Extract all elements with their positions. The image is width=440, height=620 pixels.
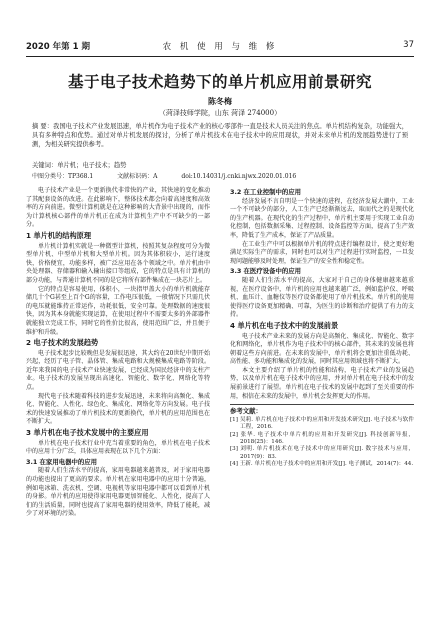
section-heading: 1 单片机的结构原理 xyxy=(26,230,92,240)
reference-item: [2] 张华. 电子技术中单片机的应用和开发研究[J]. 科技创新导报，2018(25)：146. xyxy=(230,431,414,446)
references xyxy=(230,404,414,468)
right-column xyxy=(230,187,414,469)
body-paragraph: 单片机计算机实就是一种微型计算机，按照其复杂程度可分为微型单片机、中型单片机和大型单片机。因为其体积较小，运行速度快，价格便宜，功能多样，被广泛应用在各个领域之中。单片机由中央处理器、存储器和输入输出接口等组成，它的特点是具有计算机的部分功能，与普通计算机不同的是它将所有部件集成在一块芯片上。 xyxy=(26,242,210,284)
body-paragraph: 电子技术起步比较晚但是发展很迅速，其大约在20世纪中期开始兴起，经历了电子管、晶体管、集成电路和大规模集成电路等阶段。近年来我国的电子技术产业快速发展，已经成为国民经济中的支柱产业。电子技术的发展呈现出高速化、智能化、数字化、网络化等特点。 xyxy=(26,349,210,392)
section-heading: 3.3 在医疗设备中的应用 xyxy=(230,267,302,276)
reference-item: [3] 刘明. 单片机技术在电子技术中的应用研究[J]. 数字技术与应用，2017(9)：83. xyxy=(230,446,414,460)
journal-name: 农 机 使 用 与 维 修 xyxy=(162,42,278,52)
reference-item: [4] 王新. 单片机在电子技术中的应用和开发[J]. 电子测试，2014(7)：44. xyxy=(230,461,414,468)
section-heading: 4 单片机在电子技术中的发展前景 xyxy=(230,320,339,330)
body-paragraph: 随着人们生活水平的提高，家用电器越来越普及，对于家用电器的功能也提出了更高的要求。单片机在家用电器中的应用十分普遍，例如电冰箱、洗衣机、空调、电视机等家用电器中都可以看到单片机的身影。单片机的应用使得家用电器更加智能化、人性化，提高了人们的生活质量，同时也提高了家用电器的使用效率，降低了能耗，减少了对环境的污染。 xyxy=(26,467,210,518)
issue-label: 2020 年第 1 期 xyxy=(26,42,90,52)
article-author: 陈冬梅 xyxy=(208,96,232,106)
left-column xyxy=(26,187,210,519)
body-paragraph: 现代电子技术随着科技的进步发展迅速，未来将向高频化、集成化、智能化、人性化、绿色化、集成化、网络化等方向发展。电子技术的快速发展推动了单片机技术的更新换代，单片机的应用范围也在不断扩大。 xyxy=(26,392,210,426)
body-paragraph: 在工业生产中可以根据单片机的特点进行编程设计，使之更好地满足实际生产的需求，同时也可以对生产过程进行实时监控，一旦发现问题能够及时处理，保证生产的安全性和稳定性。 xyxy=(230,240,414,265)
classification-line xyxy=(32,171,408,180)
doi: doi:10.14031/j.cnki.njwx.2020.01.016 xyxy=(181,173,297,180)
article-affiliation: （菏泽技师学院，山东 菏泽 274000） xyxy=(158,109,282,117)
section-heading: 3 单片机在电子技术发展中的主要应用 xyxy=(26,428,149,438)
body-paragraph: 经济发展不言自明是一个快速的进程，在经济发展大潮中，工业一个不可缺少的部分，人工生产已经渐渐远去，取而代之的是现代化的生产机器。在现代化的生产过程中，单片机主要用于实现工业自动化控制，包括数据采集、过程控制、设备监控等方面，提高了生产效率，降低了生产成本，保证了产品质量。 xyxy=(230,197,414,239)
section-heading: 3.1 在家用电器中的应用 xyxy=(26,457,98,466)
body-paragraph: 电子技术产业未来的发展方向是高频化、集成化、智能化、数字化和网络化，单片机作为电子技术中的核心部件，其未来的发展也将朝着这些方向前进。在未来的发展中，单片机将会更加注重低功耗、高性能、多功能和集成化的发展，同时其应用领域也将不断扩大。 xyxy=(230,332,414,366)
reference-item: [1] 吴莉. 单片机在电子技术中的应用和开发技术研究[J]. 电子技术与软件工程，2016. xyxy=(230,416,414,431)
keywords: 关键词：单片机；电子技术；趋势 xyxy=(32,162,127,169)
section-heading: 3.2 在工业控制中的应用 xyxy=(230,188,302,196)
body-paragraph: 它的特点是容易使用，体积小，一块指甲盖大小的单片机就能存储几十个G甚至上百个G的容量，工作电压很低，一般情况下只需几伏的电压就能维持正常运作，功耗很低，安全可靠。处理数据的速度很快，因为其本身就能实现运算，在使用过程中不需要太多的外部器件就能独立完成工作，同时它的性价比很高，使用范围广泛，并且便于维护和升级。 xyxy=(26,285,210,336)
running-header xyxy=(26,40,414,54)
document-code: 文献标识码：A xyxy=(117,173,158,180)
references-heading: 参考文献： xyxy=(230,407,262,416)
body-paragraph: 本文主要介绍了单片机的性能和结构，电子技术产业的发展趋势，以及单片机在电子技术中的应用，并对单片机在电子技术中的发展前景进行了展望。单片机在电子技术的发展中起到了至关重要的作用，相信在未来的发展中，单片机会发挥更大的作用。 xyxy=(230,366,414,400)
body-paragraph: 电子技术产业是一个更新换代非常快的产业，其快速的变化推动了其配套设备的改进。在此影响下，整体技术都会向着高速度和高效率的方向前进。微型计算机就是在这种影响的大背景中出现的，而作为计算机核心部件的单片机正在成为计算机生产中不可缺少的一部分。 xyxy=(26,187,210,229)
article-title: 基于电子技术趋势下的单片机应用前景研究 xyxy=(67,73,372,91)
body-paragraph: 随着人们生活水平的提高，大家对于自己的身体健康越来越重视，在医疗设备中，单片机的应用也越来越广泛，例如监护仪、呼吸机、血压计、血糖仪等医疗设备都使用了单片机技术。单片机的使用使得医疗设备更加精确、可靠，为医生的诊断和治疗提供了有力的支持。 xyxy=(230,276,414,319)
body-paragraph: 单片机在电子技术行业中充当着重要的角色，单片机在电子技术中的应用十分广泛，具体应用表现在以下几个方面： xyxy=(26,439,210,456)
abstract: 摘 要：我国电子技术产业发展迅速，单片机作为电子技术产业的核心零部件一直是技术人员关注的焦点。单片机结构复杂，功能强大，具有多种特点和优势。通过对单片机发展的探讨，分析了单片机技术在电子技术中的应用现状，并对未来单片机的发展趋势进行了预测，为相关研究提供参考。 xyxy=(32,123,408,148)
page-number: 37 xyxy=(403,40,414,50)
section-heading: 2 电子技术的发展趋势 xyxy=(26,338,99,348)
clc-number: 中图分类号：TP368.1 xyxy=(32,173,94,180)
header-rule xyxy=(26,56,414,57)
